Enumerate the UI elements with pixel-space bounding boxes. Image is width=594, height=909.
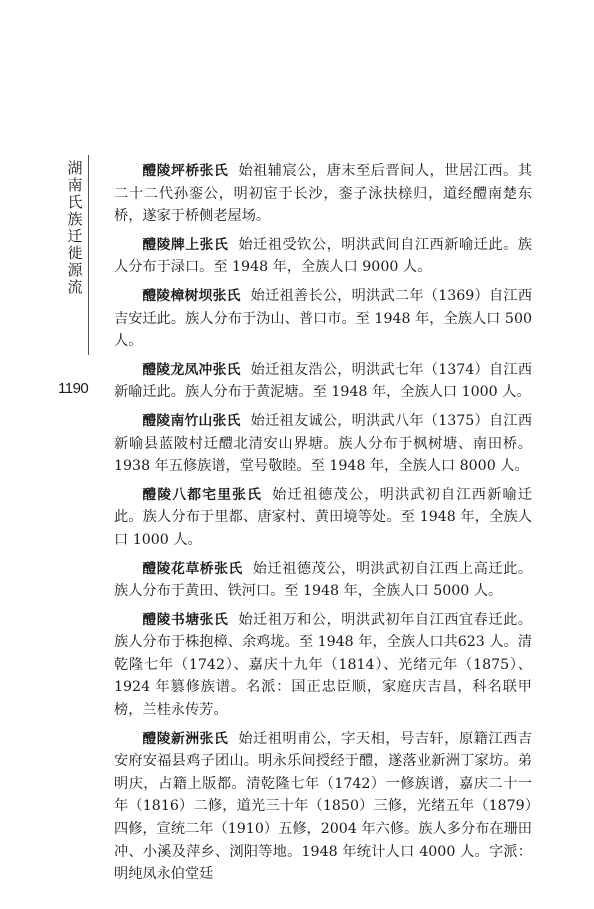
clan-title: 醴陵新洲张氏 <box>142 730 229 747</box>
clan-text: 始迁祖德茂公，明洪武初自江西新喻迁此。族人分布于里都、唐家村、黄田境等处。至 1948 年，全族人口 1000 人。 <box>114 486 532 548</box>
clan-title: 醴陵坪桥张氏 <box>142 163 229 179</box>
clan-text: 始迁祖友浩公，明洪武七年（1374）自江西新喻迁此。族人分布于黄泥塘。至 1948 年，全族人口 1000 人。 <box>114 361 533 401</box>
clan-entry <box>114 234 532 279</box>
clan-text: 始迁祖受钦公，明洪武间自江西新喻迁此。族人分布于渌口。至 1948 年，全族人口 9000 人。 <box>114 236 532 276</box>
clan-entry <box>114 160 532 228</box>
clan-title: 醴陵八都宅里张氏 <box>142 486 263 503</box>
clan-text: 始迁祖德茂公，明洪武初自江西上高迁此。族人分布于黄田、铁河口。至 1948 年，全族人口 5000 人。 <box>114 560 533 600</box>
clan-entry <box>114 728 532 886</box>
clan-title: 醴陵牌上张氏 <box>142 236 229 253</box>
clan-entry <box>114 285 532 353</box>
clan-text: 始迁祖万和公，明洪武初年自江西宜春迁此。族人分布于株抱樟、余鸡垅。至 1948 年，全族人口共623 人。清乾隆七年（1742）、嘉庆十九年（1814）、光绪元年（1875）、1924 年篡修族谱。名派：国正忠臣顺，家庭庆吉昌，科名联甲榜，兰桂永传芳。 <box>114 611 532 719</box>
article-body <box>114 160 532 892</box>
clan-entry <box>114 484 532 552</box>
clan-entry <box>114 609 532 722</box>
clan-text: 始迁祖善长公，明洪武二年（1369）自江西吉安迁此。族人分布于沩山、普口市。至 1948 年，全族人口 500 人。 <box>114 287 533 350</box>
clan-entry <box>114 558 532 603</box>
clan-entry <box>114 410 532 478</box>
margin-divider <box>88 155 89 355</box>
clan-title: 醴陵樟树坝张氏 <box>142 287 241 304</box>
clan-title: 醴陵书塘张氏 <box>142 611 229 628</box>
clan-entry <box>114 359 532 404</box>
page-number: 1190 <box>58 380 89 397</box>
clan-title: 醴陵花草桥张氏 <box>142 560 243 577</box>
clan-title: 醴陵龙凤冲张氏 <box>142 361 241 378</box>
clan-text: 始迁祖明甫公，字天相，号吉轩，原籍江西吉安府安福县鸡子团山。明永乐间授经于醴，遂落业新洲丁家坊。弟明庆，占籍上版都。清乾隆七年（1742）一修族谱，嘉庆二十一年（1816）二修，道光三十年（1850）三修，光绪五年（1879）四修，宣统二年（1910）五修，2004 年六修。族人多分布在珊田冲、小溪及萍乡、浏阳等地。1948 年统计人口 4000 人。字派：明纯凤永伯堂廷 <box>114 730 532 883</box>
book-title-vertical: 湖南氏族迁徙源流 <box>67 159 83 296</box>
clan-title: 醴陵南竹山张氏 <box>142 412 241 429</box>
clan-text: 始迁祖友诚公，明洪武八年（1375）自江西新喻县蓝陂村迁醴北清安山界塘。族人分布于枫树塘、南田桥。1938 年五修族谱，堂号敬睦。至 1948 年，全族人口 8000 人。 <box>114 412 533 475</box>
clan-text: 始祖辅宸公，唐末至后晋间人，世居江西。其二十二代孙銮公，明初宦于长沙，銮子泳扶榇归，道经醴南楚东桥，遂家于桥侧老屋场。 <box>114 163 532 225</box>
